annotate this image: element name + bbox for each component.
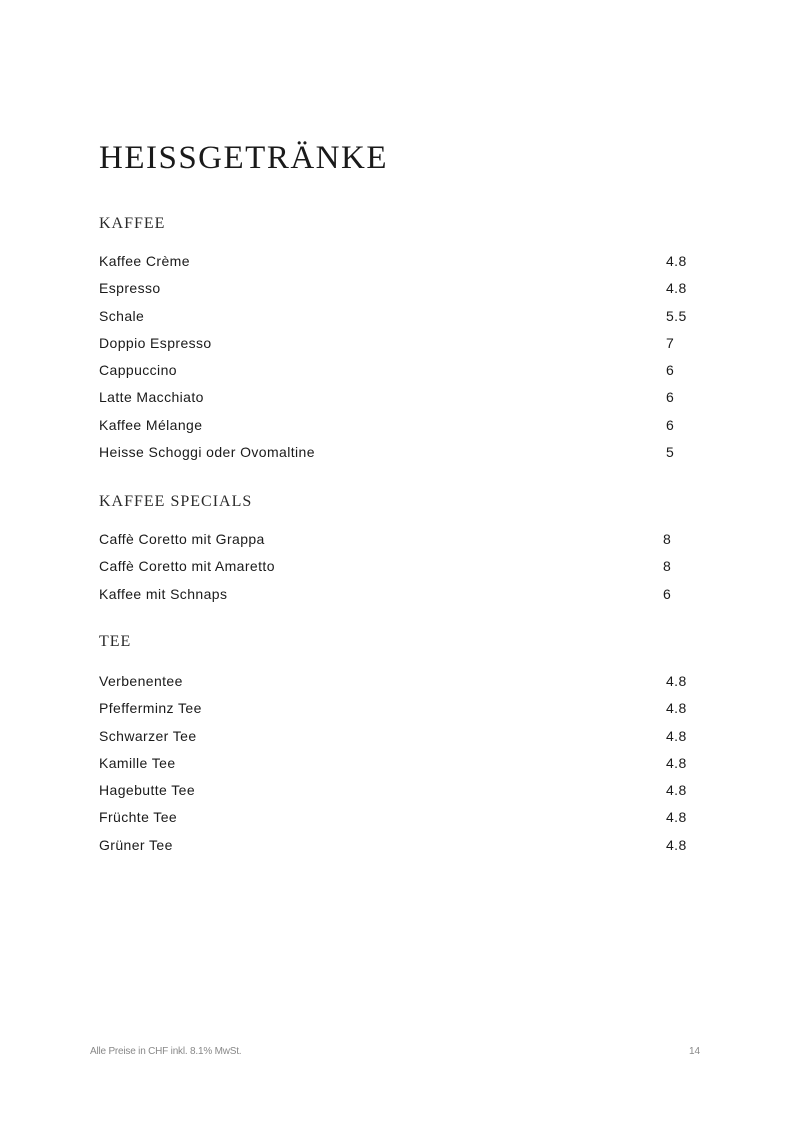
item-price: 4.8 <box>666 809 687 826</box>
section-title-kaffee: KAFFEE <box>99 215 166 232</box>
item-price: 4.8 <box>666 836 687 853</box>
item-name: Schale <box>99 307 145 324</box>
item-price: 6 <box>666 362 675 379</box>
item-name: Kaffee Crème <box>99 253 190 269</box>
item-price: 5.5 <box>666 307 687 324</box>
item-price: 7 <box>666 334 675 351</box>
section-title-kaffee-specials: KAFFEE SPECIALS <box>99 493 253 510</box>
item-name: Früchte Tee <box>99 809 178 826</box>
item-price: 6 <box>663 585 672 602</box>
item-price: 4.8 <box>666 700 687 717</box>
item-price: 8 <box>663 531 672 547</box>
item-price: 4.8 <box>666 673 687 689</box>
item-name: Kaffee mit Schnaps <box>99 585 228 602</box>
page-title: HEISSGETRÄNKE <box>99 140 388 176</box>
item-name: Heisse Schoggi oder Ovomaltine <box>99 444 315 461</box>
page-number: 14 <box>689 1046 701 1057</box>
section-title-tee: TEE <box>99 633 132 650</box>
item-price: 5 <box>666 444 675 461</box>
item-name: Hagebutte Tee <box>99 782 196 799</box>
item-name: Kaffee Mélange <box>99 416 203 433</box>
item-name: Schwarzer Tee <box>99 727 197 744</box>
item-name: Verbenentee <box>99 673 183 689</box>
item-name: Espresso <box>99 280 161 297</box>
item-price: 4.8 <box>666 253 687 269</box>
item-name: Kamille Tee <box>99 754 176 771</box>
item-price: 8 <box>663 558 672 575</box>
item-name: Caffè Coretto mit Amaretto <box>99 558 275 575</box>
item-name: Cappuccino <box>99 362 177 379</box>
item-name: Caffè Coretto mit Grappa <box>99 531 265 547</box>
item-name: Pfefferminz Tee <box>99 700 202 717</box>
item-price: 6 <box>666 416 675 433</box>
footer-note: Alle Preise in CHF inkl. 8.1% MwSt. <box>90 1046 242 1057</box>
item-name: Doppio Espresso <box>99 334 212 351</box>
item-price: 6 <box>666 389 675 406</box>
item-name: Grüner Tee <box>99 836 173 853</box>
item-name: Latte Macchiato <box>99 389 204 406</box>
item-price: 4.8 <box>666 280 687 297</box>
item-price: 4.8 <box>666 782 687 799</box>
item-price: 4.8 <box>666 754 687 771</box>
item-price: 4.8 <box>666 727 687 744</box>
